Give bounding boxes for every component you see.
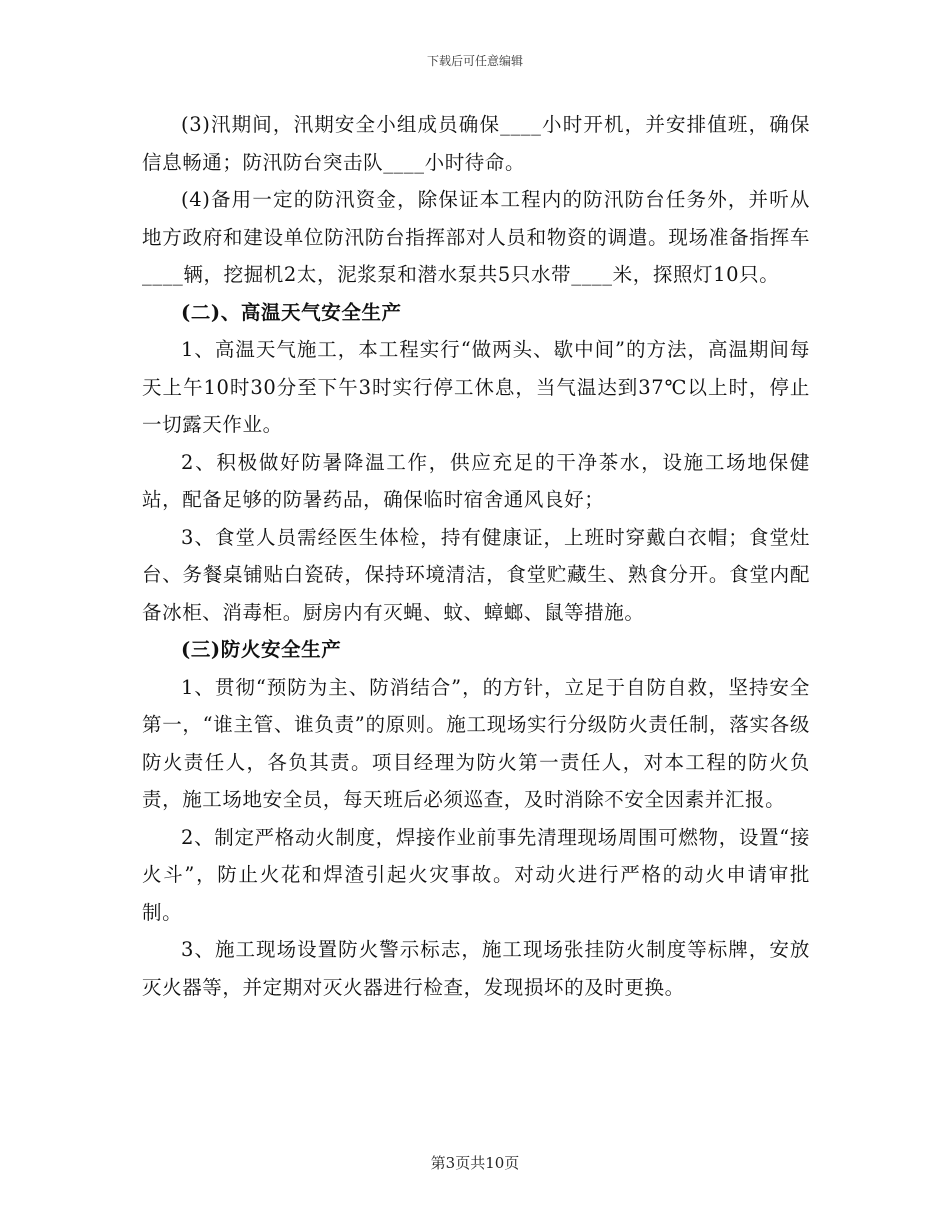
paragraph-hot-work: 2、制定严格动火制度，焊接作业前事先清理现场周围可燃物，设置“接火斗”，防止火花和焊渣引起火灾事故。对动火进行严格的动火申请审批制。	[142, 825, 810, 924]
document-body	[142, 106, 810, 1006]
section-heading-fire-safety: (三)防火安全生产	[181, 638, 342, 661]
paragraph-flood-duty: (3)汛期间，汛期安全小组成员确保____小时开机，并安排值班，确保信息畅通；防汛防台突击队____小时待命。	[142, 113, 810, 174]
paragraph-flood-funds: (4)备用一定的防汛资金，除保证本工程内的防汛防台任务外，并听从地方政府和建设单位防汛防台指挥部对人员和物资的调遣。现场准备指挥车____辆，挖掘机2太，泥浆泵和潜水泵共5只水带____米，探照灯10只。	[142, 188, 810, 286]
paragraph-heat-schedule: 1、高温天气施工，本工程实行“做两头、歇中间”的方法，高温期间每天上午10时30分至下午3时实行停工休息，当气温达到37℃以上时，停止一切露天作业。	[142, 338, 810, 436]
paragraph-canteen: 3、食堂人员需经医生体检，持有健康证，上班时穿戴白衣帽；食堂灶台、务餐桌铺贴白瓷砖，保持环境清洁，食堂贮藏生、熟食分开。食堂内配备冰柜、消毒柜。厨房内有灭蝇、蚊、蟑螂、鼠等措施。	[142, 525, 810, 624]
section-heading-high-temperature: (二)、高温天气安全生产	[181, 300, 402, 324]
paragraph-heat-cooling: 2、积极做好防暑降温工作，供应充足的干净茶水，设施工场地保健站，配备足够的防暑药品，确保临时宿舍通风良好；	[142, 450, 810, 511]
paragraph-fire-policy: 1、贯彻“预防为主、防消结合”，的方针，立足于自防自救，坚持安全第一，“谁主管、谁负责”的原则。施工现场实行分级防火责任制，落实各级防火责任人，各负其责。项目经理为防火第一责任人，对本工程的防火负责，施工场地安全员，每天班后必须巡查，及时消除不安全因素并汇报。	[142, 675, 810, 811]
paragraph-fire-signs: 3、施工现场设置防火警示标志，施工现场张挂防火制度等标牌，安放灭火器等，并定期对灭火器进行检查，发现损坏的及时更换。	[142, 938, 810, 999]
page-header: 下载后可任意编辑	[426, 54, 523, 68]
page-footer: 第3页共10页	[430, 1154, 520, 1172]
